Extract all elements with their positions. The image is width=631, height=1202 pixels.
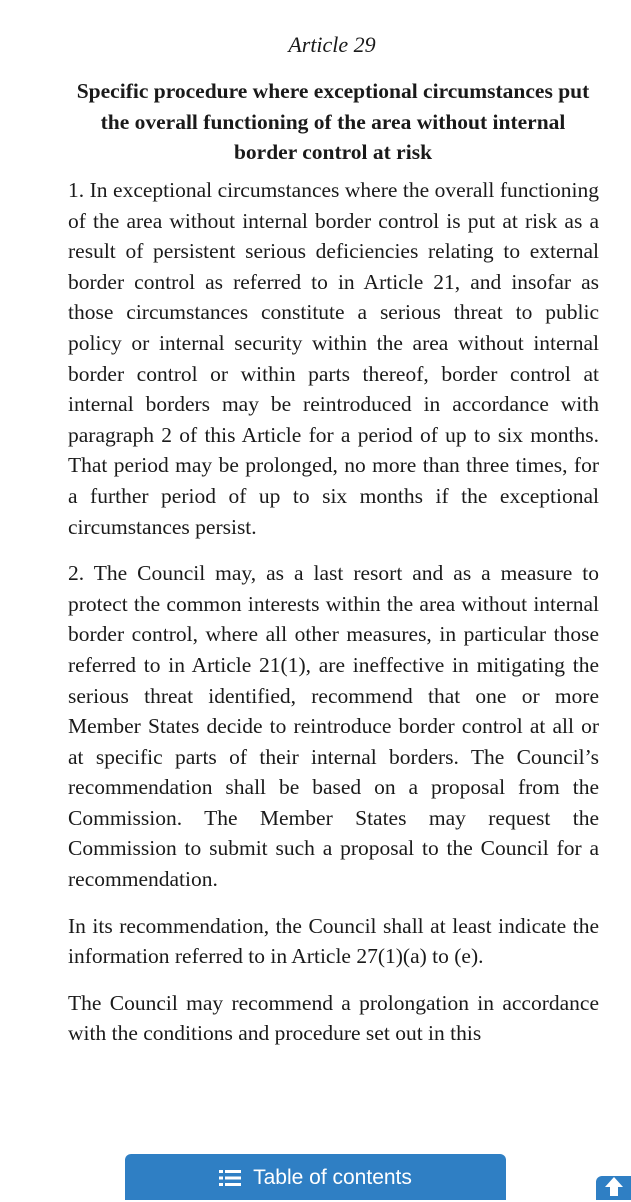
table-of-contents-button[interactable] <box>125 1154 506 1200</box>
paragraph-2: 2. The Council may, as a last resort and as a measure to protect the common interests within the area without internal border control, where all other measures, in particular those referred to in Article 21(1), are ineffective in mitigating the serious threat identified, recommend that one or more Member States decide to reintroduce border control at all or at specific parts of their internal borders. The Council’s recommendation shall be based on a proposal from the Commission. The Member States may request the Commission to submit such a proposal to the Council for a recommendation. <box>68 561 599 892</box>
scroll-to-top-button[interactable] <box>596 1176 631 1200</box>
table-of-contents-label: Table of contents <box>253 1166 412 1189</box>
article-body <box>68 175 599 1065</box>
article-number: Article 29 <box>288 32 376 57</box>
paragraph-3: In its recommendation, the Council shall at least indicate the information referred to in Article 27(1)(a) to (e). <box>68 913 599 969</box>
paragraph-4: The Council may recommend a prolongation in accordance with the conditions and procedure set out in this <box>68 990 599 1046</box>
article-title: Specific procedure where exceptional circumstances put the overall functioning of the area without internal border control at risk <box>76 79 590 164</box>
list-icon <box>219 1169 241 1187</box>
arrow-up-icon <box>603 1175 625 1202</box>
paragraph-1: 1. In exceptional circumstances where the overall functioning of the area without internal border control is put at risk as a result of persistent serious deficiencies relating to external border control as referred to in Article 21, and insofar as those circumstances constitute a serious threat to public policy or internal security within the area without internal border control or within parts thereof, border control at internal borders may be reintroduced in accordance with paragraph 2 of this Article for a period of up to six months. That period may be prolonged, no more than three times, for a further period of up to six months if the exceptional circumstances persist. <box>68 178 599 539</box>
